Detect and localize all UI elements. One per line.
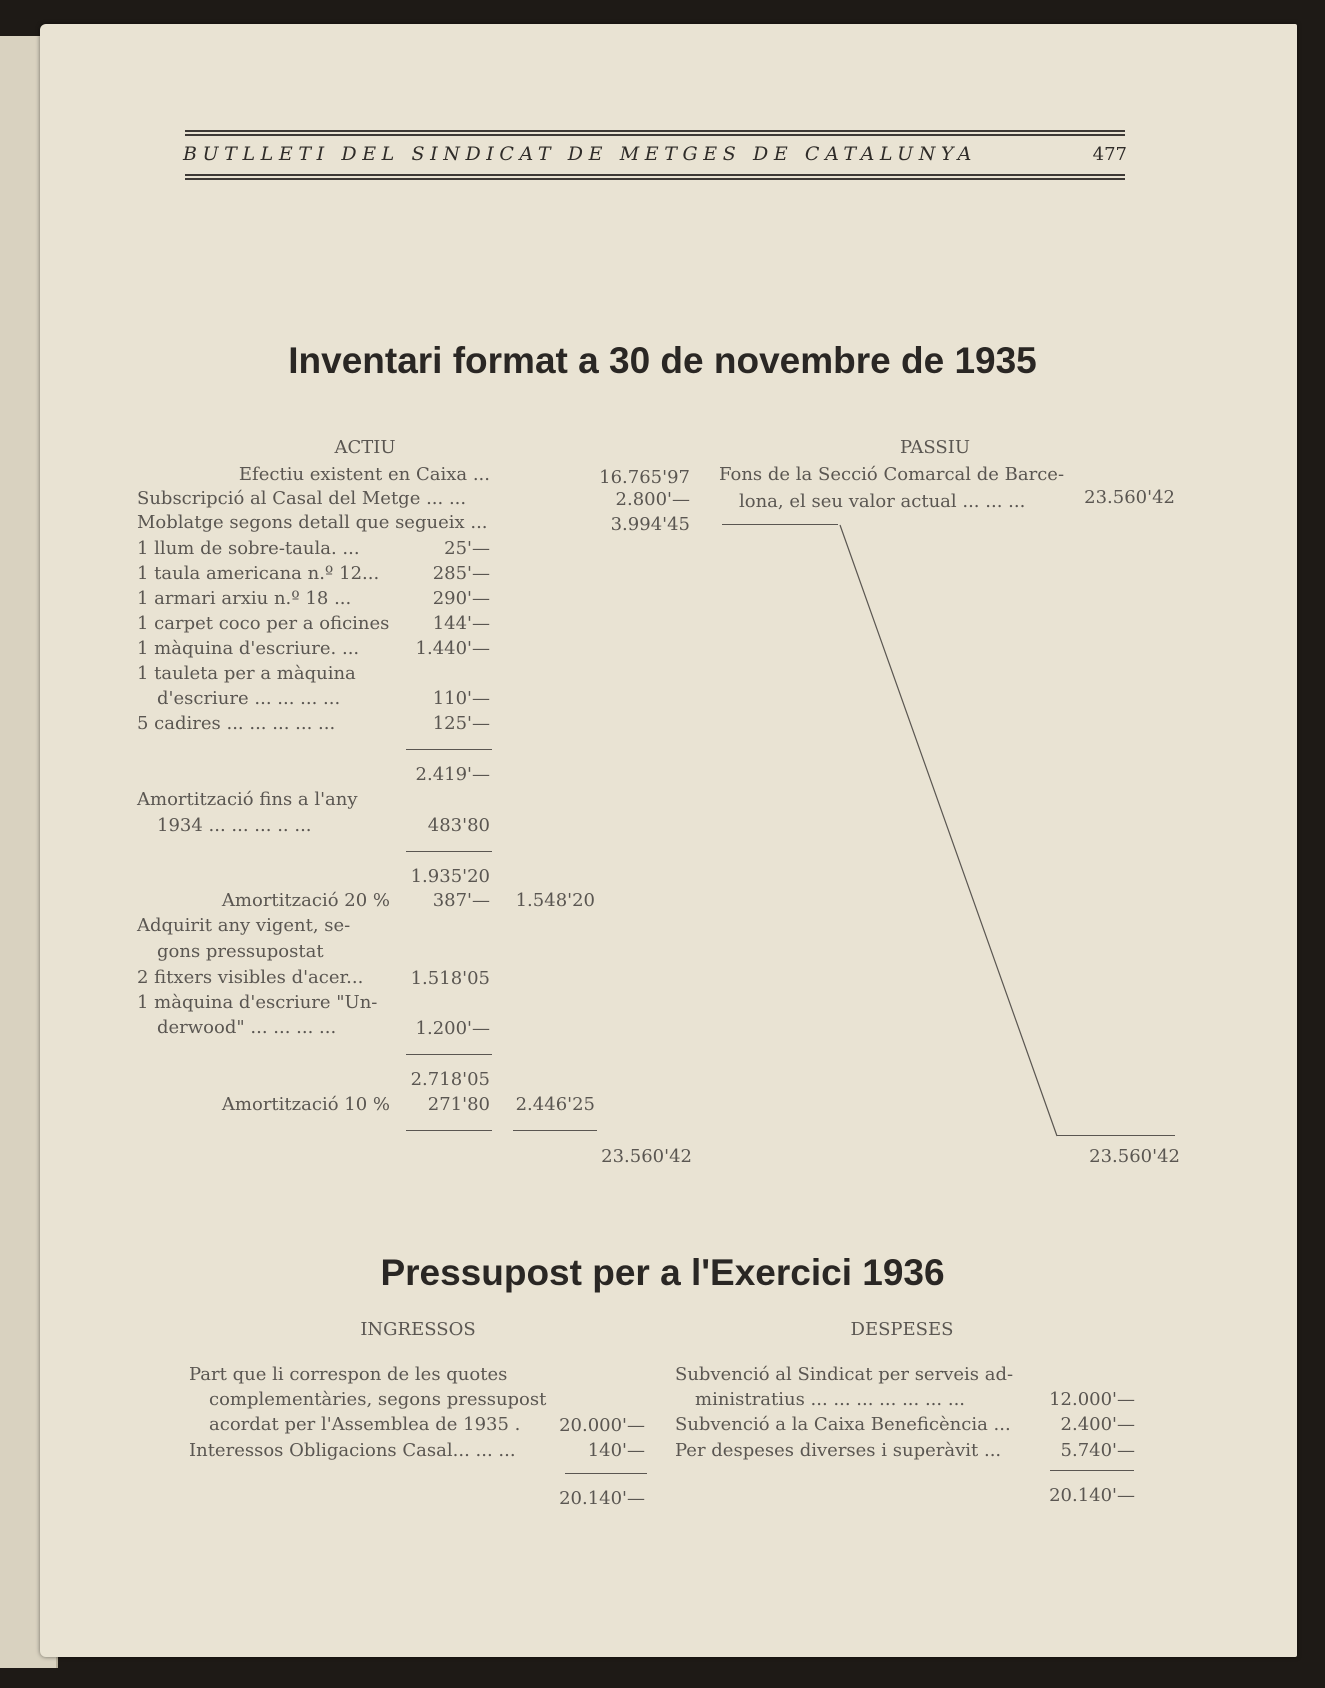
ingressos-heading: INGRESSOS — [360, 1319, 476, 1340]
item-label: 1 llum de sobre-taula. ... — [137, 538, 360, 559]
sum-rule — [1050, 1470, 1134, 1471]
amortization-label: 1934 ... ... ... .. ... — [157, 815, 312, 836]
inventory-title: Inventari format a 30 de novembre de 1935 — [288, 340, 1037, 381]
ingressos-line: acordat per l'Assemblea de 1935 . — [209, 1414, 521, 1435]
ingressos-total: 20.140'— — [559, 1488, 645, 1509]
furniture-label: Moblatge segons detall que segueix ... — [137, 512, 488, 533]
despeses-line: Per despeses diverses i superàvit ... — [675, 1440, 1002, 1461]
underwood-label: 1 màquina d'escriure "Un- — [137, 992, 378, 1013]
item-label: 1 carpet coco per a oficines — [137, 613, 390, 634]
journal-title: BUTLLETI DEL SINDICAT DE METGES DE CATALUNYA — [183, 143, 977, 165]
despeses-value: 5.740'— — [1060, 1440, 1135, 1461]
ingressos-value: 20.000'— — [559, 1415, 645, 1436]
item-value: 290'— — [432, 588, 490, 609]
passiu-line: lona, el seu valor actual ... ... ... — [739, 491, 1026, 512]
subtotal-value: 1.935'20 — [410, 866, 490, 887]
fitxers-label: 2 fitxers visibles d'acer... — [137, 967, 364, 988]
despeses-line: Subvenció al Sindicat per serveis ad- — [675, 1364, 1014, 1385]
item-label: 5 cadires ... ... ... ... ... — [137, 713, 336, 734]
furniture-value: 3.994'45 — [610, 514, 690, 535]
budget-title: Pressupost per a l'Exercici 1936 — [380, 1252, 945, 1293]
despeses-value: 12.000'— — [1049, 1389, 1135, 1410]
despeses-heading: DESPESES — [850, 1319, 954, 1340]
despeses-total: 20.140'— — [1049, 1485, 1135, 1506]
item-label: 1 armari arxiu n.º 18 ... — [137, 588, 352, 609]
item-value: 144'— — [432, 613, 490, 634]
item-label: d'escriure ... ... ... ... — [157, 688, 341, 709]
amortization-10-label: Amortització 10 % — [221, 1094, 390, 1115]
passiu-heading: PASSIU — [899, 437, 971, 458]
cash-label: Efectiu existent en Caixa ... — [238, 464, 490, 485]
subscription-value: 2.800'— — [615, 489, 690, 510]
ingressos-line: Interessos Obligacions Casal... ... ... — [189, 1440, 516, 1461]
subtotal-value: 2.718'05 — [410, 1069, 490, 1090]
item-value: 110'— — [432, 688, 490, 709]
item-value: 25'— — [444, 538, 490, 559]
ingressos-value: 140'— — [587, 1440, 645, 1461]
item-label: 1 taula americana n.º 12... — [137, 563, 380, 584]
passiu-total: 23.560'42 — [1089, 1146, 1180, 1167]
amortization-value: 483'80 — [427, 815, 490, 836]
amortization-10-net: 2.446'25 — [515, 1094, 595, 1115]
ingressos-line: complementàries, segons pressupost — [209, 1389, 547, 1410]
underwood-value: 1.200'— — [415, 1018, 490, 1039]
actiu-total: 23.560'42 — [601, 1146, 692, 1167]
page-number: 477 — [1092, 144, 1127, 165]
passiu-value: 23.560'42 — [1084, 487, 1175, 508]
actiu-heading: ACTIU — [334, 437, 396, 458]
subtotal-value: 2.419'— — [415, 764, 490, 785]
passiu-rule — [1057, 1135, 1175, 1136]
underwood-label: derwood" ... ... ... ... — [157, 1017, 337, 1038]
fitxers-value: 1.518'05 — [410, 968, 490, 989]
sum-rule — [565, 1473, 647, 1474]
acquired-label: gons pressupostat — [157, 941, 324, 962]
item-label: 1 tauleta per a màquina — [137, 663, 356, 684]
despeses-value: 2.400'— — [1060, 1414, 1135, 1435]
amortization-20-value: 387'— — [432, 890, 490, 911]
cash-value: 16.765'97 — [599, 467, 690, 488]
item-value: 125'— — [432, 713, 490, 734]
amortization-20-label: Amortització 20 % — [221, 890, 390, 911]
acquired-label: Adquirit any vigent, se- — [137, 915, 351, 936]
subscription-label: Subscripció al Casal del Metge ... ... — [137, 488, 467, 509]
despeses-line: Subvenció a la Caixa Beneficència ... — [675, 1414, 1011, 1435]
passiu-line: Fons de la Secció Comarcal de Barce- — [719, 464, 1065, 485]
amortization-20-net: 1.548'20 — [515, 890, 595, 911]
ingressos-line: Part que li correspon de les quotes — [189, 1364, 508, 1385]
item-value: 1.440'— — [415, 638, 490, 659]
amortization-10-value: 271'80 — [427, 1094, 490, 1115]
despeses-line: ministratius ... ... ... ... ... ... ... — [695, 1389, 966, 1410]
item-value: 285'— — [432, 563, 490, 584]
amortization-label: Amortització fins a l'any — [137, 789, 358, 810]
item-label: 1 màquina d'escriure. ... — [137, 638, 360, 659]
